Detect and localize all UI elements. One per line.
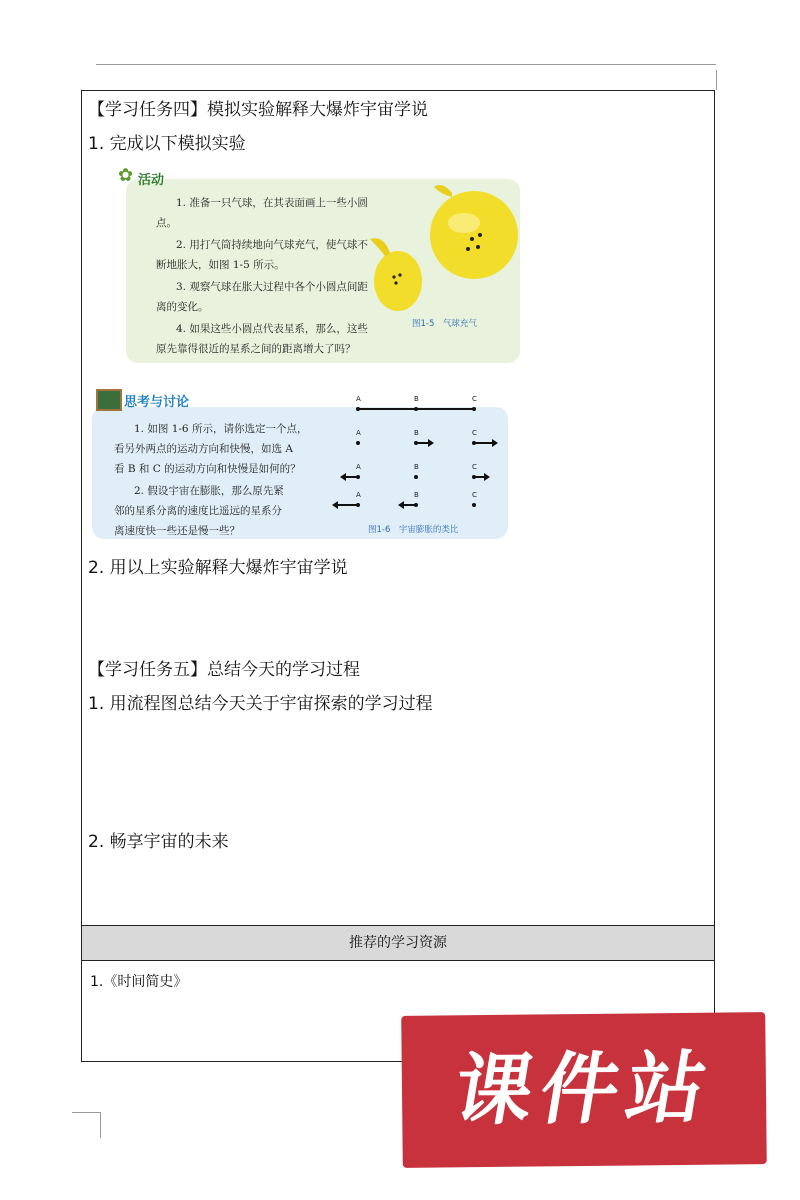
activity-header-label: 活动 (138, 173, 165, 188)
row2-dot-a (356, 441, 360, 445)
blackboard-icon (96, 389, 122, 411)
discussion-line-4: 2. 假设宇宙在膨胀，那么原先紧 (134, 485, 284, 497)
task5-title: 【学习任务五】总结今天的学习过程 (88, 660, 360, 680)
activity-line-8: 原先靠得很近的星系之间的距离增大了吗？ (156, 343, 356, 355)
activity-line-4: 断地胀大，如图 1-5 所示。 (156, 259, 285, 271)
row2-label-a: A (356, 429, 361, 437)
crop-mark-top (96, 64, 716, 65)
row2-arrow-b (416, 442, 430, 444)
discussion-header (96, 389, 216, 417)
activity-line-3: 2. 用打气筒持续地向气球充气，使气球不 (176, 239, 368, 251)
activity-line-1: 1. 准备一只气球，在其表面画上一些小圆 (176, 197, 368, 209)
row1-label-b: B (414, 395, 419, 403)
worksheet-table (81, 90, 715, 1062)
activity-line-5: 3. 观察气球在胀大过程中各个小圆点间距 (176, 281, 368, 293)
task4-item2: 2. 用以上实验解释大爆炸宇宙学说 (88, 558, 348, 578)
row1-label-c: C (472, 395, 477, 403)
resources-item1: 1.《时间简史》 (90, 974, 188, 990)
activity-figure (118, 165, 520, 363)
row3-label-b: B (414, 463, 419, 471)
row3-label-c: C (472, 463, 477, 471)
row4-arrow-b (402, 504, 416, 506)
discussion-line-5: 邻的星系分离的速度比遥远的星系分 (114, 505, 282, 517)
row4-label-c: C (472, 491, 477, 499)
discussion-line-3: 看 B 和 C 的运动方向和快慢是如何的？ (114, 463, 301, 475)
row2-label-b: B (414, 429, 419, 437)
task5-item2: 2. 畅享宇宙的未来 (88, 832, 229, 852)
row1-label-a: A (356, 395, 361, 403)
discussion-line-2: 看另外两点的运动方向和快慢，如选 A (114, 443, 293, 455)
row2-label-c: C (472, 429, 477, 437)
crop-mark-bottom-left-v (100, 1112, 101, 1138)
row4-dot-c (472, 503, 476, 507)
task4-title: 【学习任务四】模拟实验解释大爆炸宇宙学说 (88, 100, 428, 120)
row3-arrow-c (474, 476, 486, 478)
row3-label-a: A (356, 463, 361, 471)
balloon-illustration (364, 179, 520, 339)
task5-item1: 1. 用流程图总结今天关于宇宙探索的学习过程 (88, 694, 433, 714)
resources-header: 推荐的学习资源 (82, 925, 714, 961)
discussion-header-label: 思考与讨论 (124, 395, 190, 410)
row2-arrow-c (474, 442, 494, 444)
row4-arrow-a (336, 504, 358, 506)
activity-header (118, 165, 178, 193)
discussion-line-6: 离速度快一些还是慢一些？ (114, 525, 240, 537)
activity-line-6: 离的变化。 (156, 301, 209, 313)
row3-dot-b (414, 475, 418, 479)
row1-dot-c (472, 407, 476, 411)
row1-dot-a (356, 407, 360, 411)
row4-label-b: B (414, 491, 419, 499)
activity-caption: 图1-5 气球充气 (412, 319, 477, 329)
row1-dot-b (414, 407, 418, 411)
sprout-icon: ✿ (118, 165, 134, 186)
watermark-text: 课件站 (447, 1043, 721, 1137)
row4-label-a: A (356, 491, 361, 499)
expansion-diagram (348, 391, 508, 521)
discussion-caption: 图1-6 宇宙膨胀的类比 (368, 525, 459, 535)
watermark-stamp (401, 1012, 767, 1168)
crop-mark-bottom-left (72, 1112, 100, 1113)
discussion-line-1: 1. 如图 1-6 所示，请你选定一个点， (134, 423, 308, 435)
row3-arrow-a (344, 476, 358, 478)
crop-mark-top-right (716, 70, 717, 90)
activity-line-7: 4. 如果这些小圆点代表星系，那么，这些 (176, 323, 368, 335)
task4-item1: 1. 完成以下模拟实验 (88, 134, 246, 154)
activity-line-2: 点。 (156, 217, 177, 229)
